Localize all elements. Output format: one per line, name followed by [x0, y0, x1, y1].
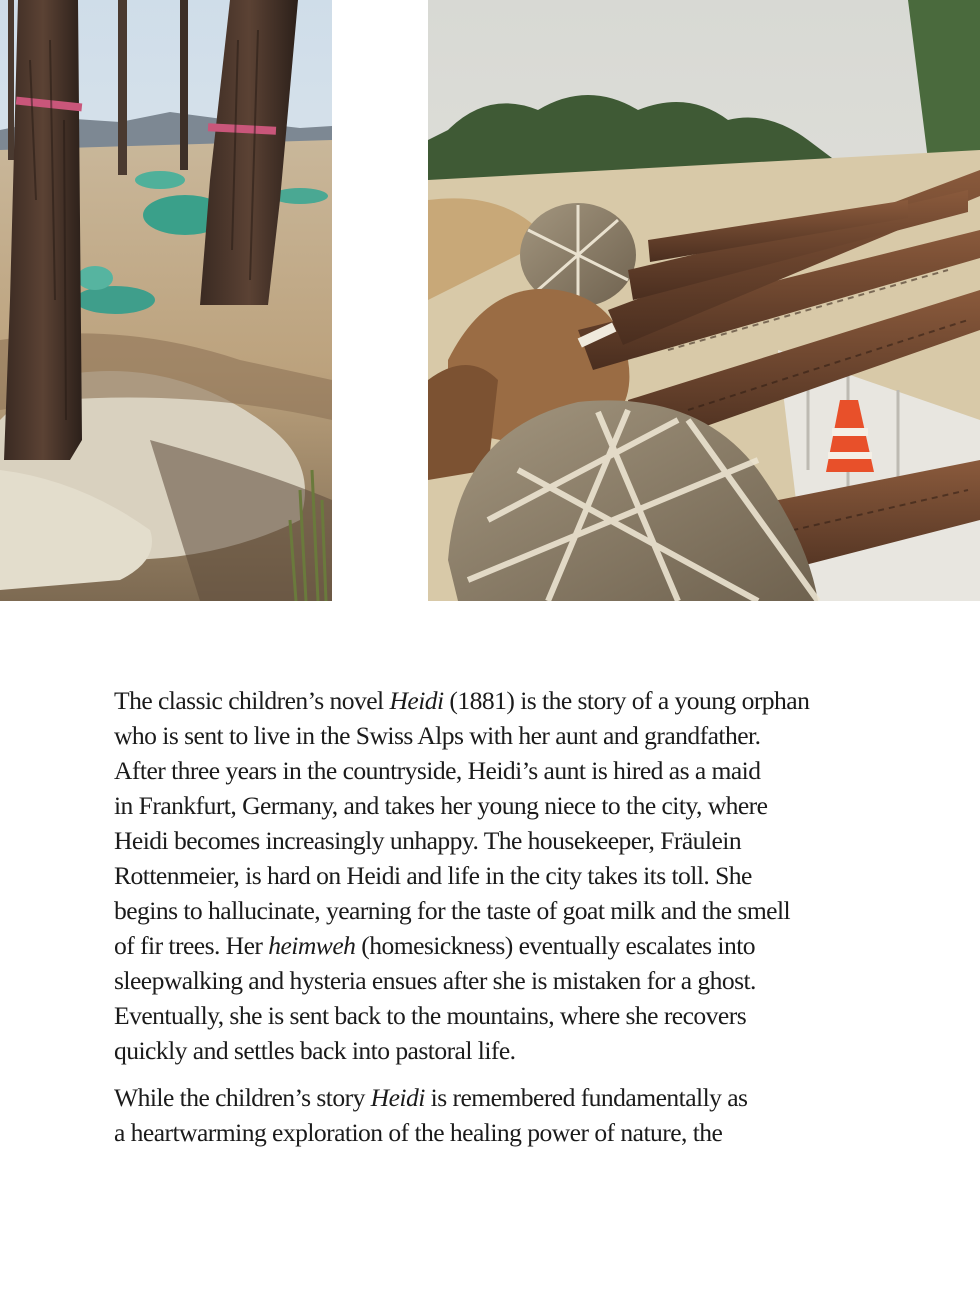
- text-run: in Frankfurt, Germany, and takes her young niece to the city, where: [114, 791, 768, 820]
- text-line: [114, 1033, 874, 1068]
- italic-title: heimweh: [268, 931, 356, 960]
- text-run: While the children’s story: [114, 1083, 371, 1112]
- text-line: [114, 928, 874, 963]
- text-line: [114, 893, 874, 928]
- text-line: [114, 858, 874, 893]
- italic-title: Heidi: [370, 1083, 425, 1112]
- text-line: [114, 963, 874, 998]
- article-paragraph: [114, 1080, 874, 1150]
- text-run: quickly and settles back into pastoral life.: [114, 1036, 516, 1065]
- text-run: Rottenmeier, is hard on Heidi and life in the city takes its toll. She: [114, 861, 752, 890]
- text-run: Heidi becomes increasingly unhappy. The housekeeper, Fräulein: [114, 826, 742, 855]
- felled-trees-photo: [428, 0, 980, 601]
- italic-title: Heidi: [389, 686, 444, 715]
- text-run: of fir trees. Her: [114, 931, 269, 960]
- article-body: [114, 683, 874, 1162]
- text-line: [114, 683, 874, 718]
- text-line: [114, 753, 874, 788]
- felled-pine-trees-root-balls-photo-icon: [428, 0, 980, 601]
- text-run: who is sent to live in the Swiss Alps with her aunt and grandfather.: [114, 721, 761, 750]
- text-run: After three years in the countryside, Heidi’s aunt is hired as a maid: [114, 756, 761, 785]
- text-line: [114, 998, 874, 1033]
- text-line: [114, 1080, 874, 1115]
- text-run: (1881) is the story of a young orphan: [443, 686, 810, 715]
- text-line: [114, 823, 874, 858]
- text-run: a heartwarming exploration of the healing power of nature, the: [114, 1118, 723, 1147]
- text-line: [114, 718, 874, 753]
- forest-photo: [0, 0, 332, 601]
- text-run: is remembered fundamentally as: [424, 1083, 748, 1112]
- text-run: Eventually, she is sent back to the mountains, where she recovers: [114, 1001, 747, 1030]
- text-run: begins to hallucinate, yearning for the taste of goat milk and the smell: [114, 896, 791, 925]
- article-paragraph: [114, 683, 874, 1068]
- text-run: (homesickness) eventually escalates into: [355, 931, 756, 960]
- text-line: [114, 1115, 874, 1150]
- text-run: The classic children’s novel: [114, 686, 390, 715]
- text-line: [114, 788, 874, 823]
- text-run: sleepwalking and hysteria ensues after she is mistaken for a ghost.: [114, 966, 756, 995]
- forest-pine-trees-photo-icon: [0, 0, 332, 601]
